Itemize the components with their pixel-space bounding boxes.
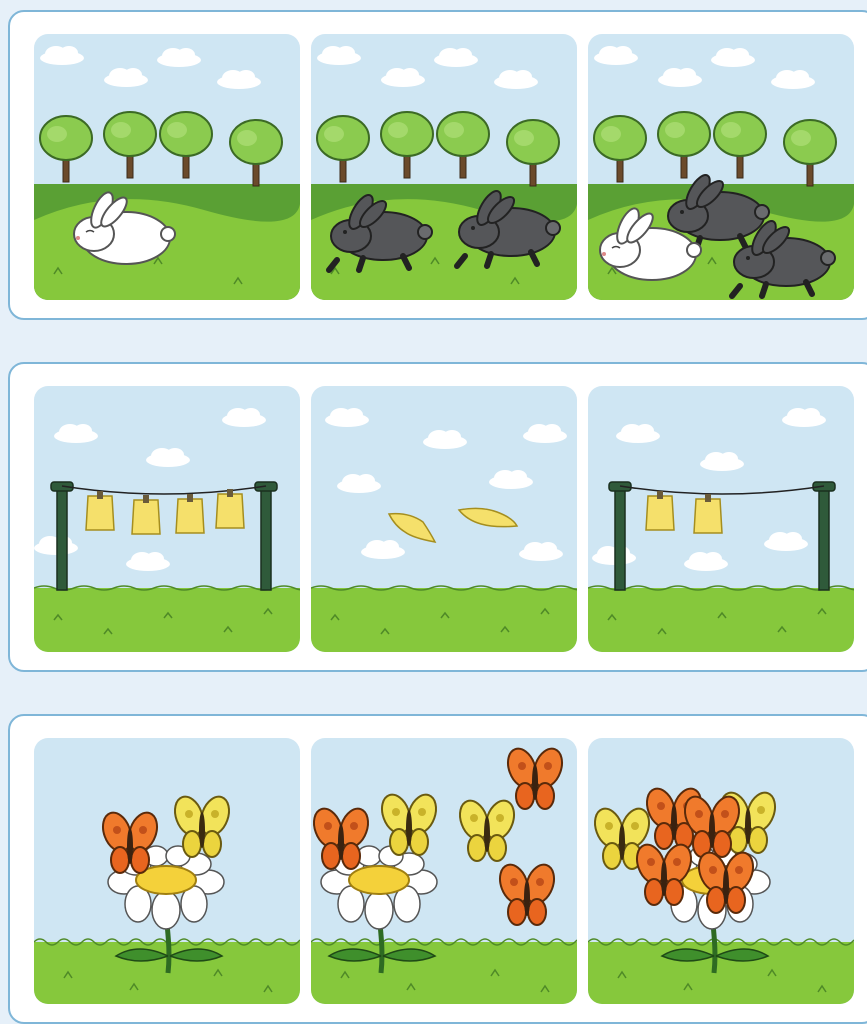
- butterflies-panel-1: [34, 738, 300, 1004]
- butterflies-panel-1-illustration: [34, 738, 300, 1004]
- butterflies-panel-2: [311, 738, 577, 1004]
- hanging-cloth: [694, 494, 722, 533]
- hanging-cloth: [646, 491, 674, 530]
- rabbits-panel-3: [588, 34, 854, 300]
- clothesline-panel-2-illustration: [311, 386, 577, 652]
- hanging-cloth: [132, 495, 160, 534]
- rabbits-panel-2: [311, 34, 577, 300]
- rabbits-row-card: [8, 10, 867, 320]
- clothesline-panel-3: [588, 386, 854, 652]
- hanging-cloth: [176, 494, 204, 533]
- hanging-cloth: [86, 491, 114, 530]
- butterflies-panel-3-illustration: [588, 738, 854, 1004]
- butterflies-panel-3: [588, 738, 854, 1004]
- butterflies-panel-2-illustration: [311, 738, 577, 1004]
- hanging-cloth: [216, 489, 244, 528]
- rabbits-panel-1: [34, 34, 300, 300]
- clothesline-panel-3-illustration: [588, 386, 854, 652]
- rabbits-panel-2-illustration: [311, 34, 577, 300]
- clothesline-panel-2: [311, 386, 577, 652]
- clothesline-panel-1-illustration: [34, 386, 300, 652]
- rabbits-panel-3-illustration: [588, 34, 854, 300]
- butterflies-row-card: [8, 714, 867, 1024]
- clothesline-row-card: [8, 362, 867, 672]
- clothesline-panel-1: [34, 386, 300, 652]
- rabbits-panel-1-illustration: [34, 34, 300, 300]
